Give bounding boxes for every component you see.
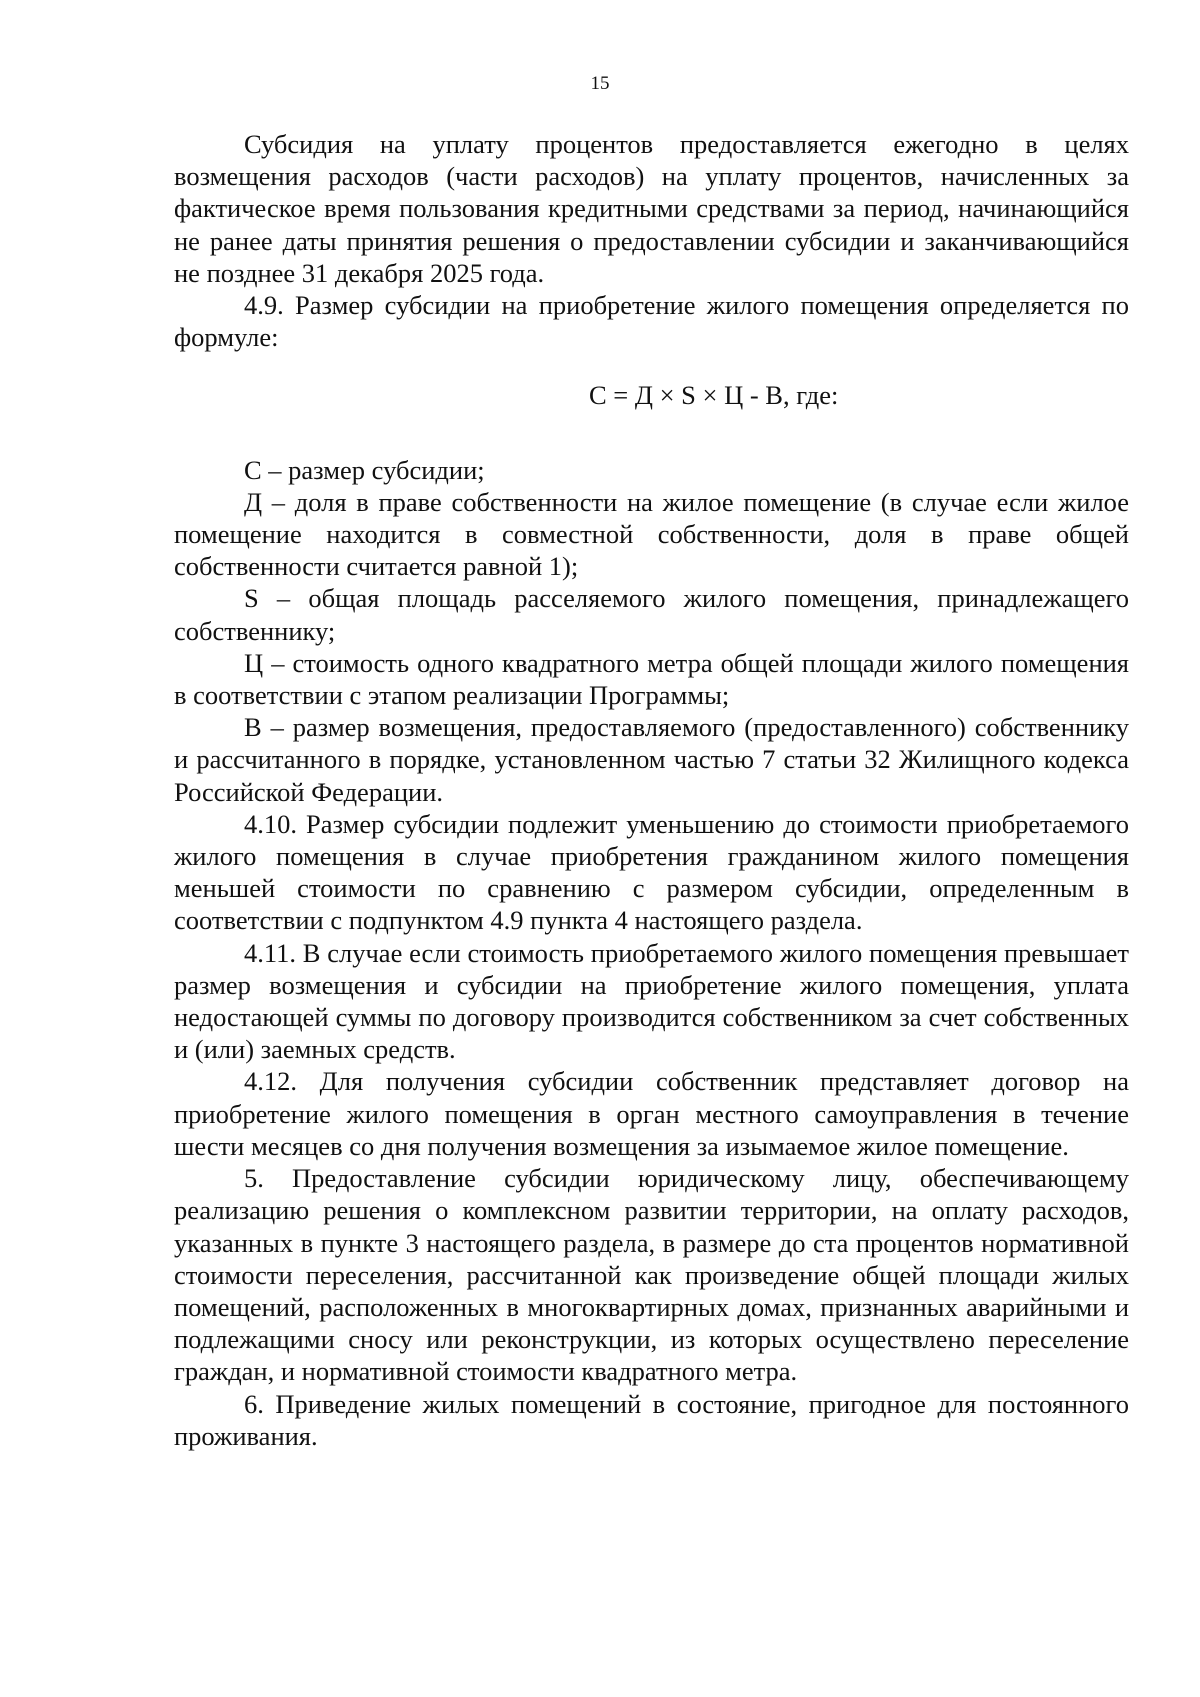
definition-c: С – размер субсидии; bbox=[244, 454, 485, 485]
paragraph-interest-subsidy: Субсидия на уплату процентов предоставляется ежегодно в целях возмещения расходов (части расходов) на уплату процентов, начисленных за фактическое время пользования кредитными средствами за период, начинающийся не ранее даты принятия решения о предоставлении субсидии и заканчивающийся не позднее 31 декабря 2025 года. bbox=[174, 129, 1129, 288]
subsidy-formula: С = Д × S × Ц - В, где: bbox=[589, 380, 839, 411]
definition-v: В – размер возмещения, предоставляемого (предоставленного) собственнику и рассчитанного в порядке, установленном частью 7 статьи 32 Жилищного кодекса Российской Федерации. bbox=[174, 712, 1129, 807]
definition-ts: Ц – стоимость одного квадратного метра общей площади жилого помещения в соответствии с этапом реализации Программы; bbox=[174, 647, 1129, 711]
paragraph-6: 6. Приведение жилых помещений в состояние, пригодное для постоянного проживания. bbox=[174, 1388, 1129, 1451]
document-body bbox=[174, 128, 1129, 1452]
paragraph-4-10: 4.10. Размер субсидии подлежит уменьшению до стоимости приобретаемого жилого помещения в случае приобретения гражданином жилого помещения меньшей стоимости по сравнению с размером субсидии, определенным в соответствии с подпунктом 4.9 пункта 4 настоящего раздела. bbox=[174, 808, 1129, 936]
page-number: 15 bbox=[590, 73, 610, 94]
paragraph-5: 5. Предоставление субсидии юридическому лицу, обеспечивающему реализацию решения о комплексном развитии территории, на оплату расходов, указанных в пункте 3 настоящего раздела, в размере до ста процентов нормативной стоимости переселения, рассчитанной как произведение общей площади жилых помещений, расположенных в многоквартирных домах, признанных аварийными и подлежащими сносу или реконструкции, из которых осуществлено переселение граждан, и нормативной стоимости квадратного метра. bbox=[174, 1163, 1129, 1387]
definition-d: Д – доля в праве собственности на жилое помещение (в случае если жилое помещение находится в совместной собственности, доля в праве общей собственности считается равной 1); bbox=[174, 486, 1129, 582]
definition-s: S – общая площадь расселяемого жилого помещения, принадлежащего собственнику; bbox=[174, 583, 1129, 646]
paragraph-4-12: 4.12. Для получения субсидии собственник представляет договор на приобретение жилого помещения в орган местного самоуправления в течение шести месяцев со дня получения возмещения за изымаемое жилое помещение. bbox=[174, 1066, 1129, 1161]
paragraph-4-11: 4.11. В случае если стоимость приобретаемого жилого помещения превышает размер возмещения и субсидии на приобретение жилого помещения, уплата недостающей суммы по договору производится собственником за счет собственных и (или) заемных средств. bbox=[174, 937, 1129, 1065]
paragraph-4-9: 4.9. Размер субсидии на приобретение жилого помещения определяется по формуле: bbox=[174, 290, 1129, 353]
